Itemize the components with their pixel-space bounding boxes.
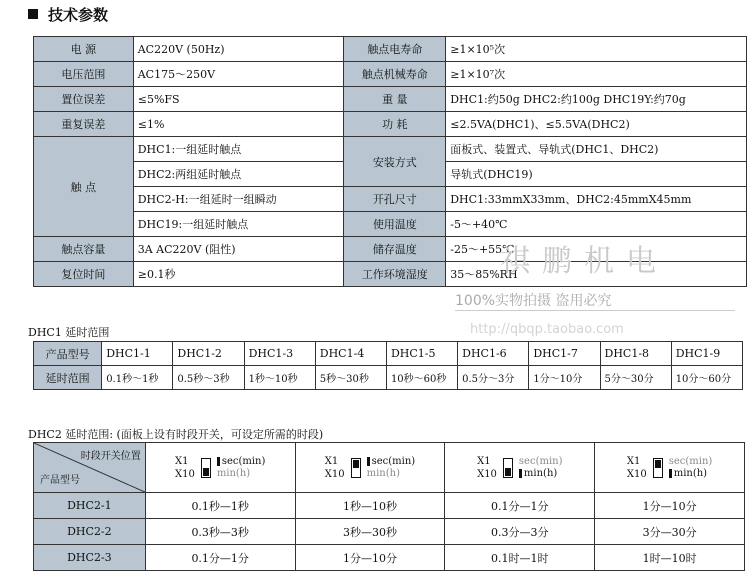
dhc1-model: DHC1-8 (600, 342, 671, 366)
watermark-brand: 祺鹏机电 (500, 244, 668, 279)
spec-value: ≥1×10⁷次 (446, 62, 747, 87)
temp-value: -5～+40℃ (446, 212, 747, 237)
dhc1-range: 5分～30分 (600, 366, 671, 390)
switch-cell (595, 443, 745, 493)
switch-position-label: 时段开关位置 (80, 451, 141, 462)
range-switch-icon (351, 458, 361, 478)
dhc2-range: 3分—30分 (595, 519, 745, 545)
humidity-label: 工作环境湿度 (344, 262, 446, 287)
dhc2-switch-row (34, 443, 745, 493)
contact-label: 触 点 (34, 137, 134, 237)
watermark-notice: 100%实物拍摄 盗用必究 (455, 290, 735, 311)
x1-label: X1 (626, 455, 641, 467)
dhc1-range: 5秒～30秒 (315, 366, 386, 390)
min-label: min(h) (216, 467, 251, 479)
dhc1-model: DHC1-7 (529, 342, 600, 366)
hole-label: 开孔尺寸 (344, 187, 446, 212)
dhc2-row (34, 519, 745, 545)
spec-value: AC175～250V (133, 62, 344, 87)
spec-row (34, 62, 747, 87)
dhc1-range: 0.5秒～3秒 (173, 366, 244, 390)
spec-value: DHC1:约50g DHC2:约100g DHC19Y:约70g (446, 87, 747, 112)
spec-label: 电压范围 (34, 62, 134, 87)
dhc2-model: DHC2-3 (34, 545, 146, 571)
dhc1-caption: DHC1 延时范围 (28, 326, 110, 339)
dhc2-range: 0.1时—1时 (445, 545, 595, 571)
dhc1-model: DHC1-4 (315, 342, 386, 366)
sec-label: sec(min) (371, 455, 416, 467)
dhc1-model: DHC1-2 (173, 342, 244, 366)
square-bullet-icon (28, 9, 38, 19)
spec-value: ≤2.5VA(DHC1)、≤5.5VA(DHC2) (446, 112, 747, 137)
dhc2-row (34, 545, 745, 571)
min-label: min(h) (523, 467, 558, 479)
dhc1-model-label: 产品型号 (34, 342, 102, 366)
dhc2-range: 0.1分—1分 (145, 545, 295, 571)
x10-label: X10 (477, 468, 497, 480)
storage-value: -25～+55℃ (446, 237, 747, 262)
x1-label: X1 (324, 455, 339, 467)
temp-label: 使用温度 (344, 212, 446, 237)
contact-value: DHC19:一组延时触点 (133, 212, 344, 237)
spec-row (34, 37, 747, 62)
capacity-value: 3A AC220V (阻性) (133, 237, 344, 262)
hole-value: DHC1:33mmX33mm、DHC2:45mmX45mm (446, 187, 747, 212)
dhc2-range: 1分—10分 (295, 545, 445, 571)
section-header (28, 4, 108, 24)
min-label: min(h) (673, 467, 708, 479)
dhc2-model: DHC2-2 (34, 519, 146, 545)
spec-label: 功 耗 (344, 112, 446, 137)
dhc2-model: DHC2-1 (34, 493, 146, 519)
switch-cell (145, 443, 295, 493)
dhc2-corner-cell (34, 443, 146, 493)
range-switch-icon (653, 458, 663, 478)
reset-label: 复位时间 (34, 262, 134, 287)
watermark-url: http://qbqp.taobao.com (470, 322, 624, 337)
switch-diagram (300, 455, 441, 481)
spec-value: ≥1×10⁵次 (446, 37, 747, 62)
dhc2-range: 0.3分—3分 (445, 519, 595, 545)
install-value: 面板式、装置式、导轨式(DHC1、DHC2) (446, 137, 747, 162)
dhc1-model: DHC1-6 (458, 342, 529, 366)
dhc1-model: DHC1-5 (386, 342, 457, 366)
dhc2-range: 1分—10分 (595, 493, 745, 519)
dhc1-range: 0.5分～3分 (458, 366, 529, 390)
install-label: 安装方式 (344, 137, 446, 187)
dhc2-row (34, 493, 745, 519)
dhc1-range-label: 延时范围 (34, 366, 102, 390)
spec-row (34, 137, 747, 162)
dhc1-range: 1秒～10秒 (244, 366, 315, 390)
dhc1-range: 10分～60分 (671, 366, 742, 390)
dhc1-model: DHC1-1 (102, 342, 173, 366)
spec-label: 触点电寿命 (344, 37, 446, 62)
storage-label: 储存温度 (344, 237, 446, 262)
sec-label: sec(min) (518, 455, 563, 467)
dhc1-model: DHC1-3 (244, 342, 315, 366)
dhc2-range: 0.3秒—3秒 (145, 519, 295, 545)
spec-value: AC220V (50Hz) (133, 37, 344, 62)
sec-label: sec(min) (668, 455, 713, 467)
x10-label: X10 (324, 468, 345, 480)
range-switch-icon (503, 458, 513, 478)
capacity-label: 触点容量 (34, 237, 134, 262)
x10-label: X10 (174, 468, 195, 480)
humidity-value: 35～85%RH (446, 262, 747, 287)
dhc2-range: 0.1秒—1秒 (145, 493, 295, 519)
spec-label: 触点机械寿命 (344, 62, 446, 87)
dhc1-range: 0.1秒～1秒 (102, 366, 173, 390)
switch-diagram (150, 455, 291, 481)
spec-label: 电 源 (34, 37, 134, 62)
dhc1-model: DHC1-9 (671, 342, 742, 366)
min-label: min(h) (366, 467, 400, 479)
dhc2-range: 3秒—30秒 (295, 519, 445, 545)
range-switch-icon (201, 458, 211, 478)
contact-value: DHC2:两组延时触点 (133, 162, 344, 187)
spec-label: 重 量 (344, 87, 446, 112)
spec-label: 重复误差 (34, 112, 134, 137)
dhc2-range-table (33, 442, 745, 571)
x1-label: X1 (477, 455, 491, 467)
switch-diagram (599, 455, 740, 481)
x1-label: X1 (174, 455, 189, 467)
sec-label: sec(min) (221, 455, 266, 467)
dhc2-range: 0.1分—1分 (445, 493, 595, 519)
contact-value: DHC2-H:一组延时一组瞬动 (133, 187, 344, 212)
switch-cell (295, 443, 445, 493)
contact-value: DHC1:一组延时触点 (133, 137, 344, 162)
install-value: 导轨式(DHC19) (446, 162, 747, 187)
spec-value: ≤1% (133, 112, 344, 137)
dhc2-range: 1时—10时 (595, 545, 745, 571)
dhc1-model-row (34, 342, 743, 366)
dhc2-range: 1秒—10秒 (295, 493, 445, 519)
spec-row (34, 112, 747, 137)
section-title: 技术参数 (48, 5, 109, 24)
product-model-label: 产品型号 (40, 475, 80, 486)
reset-value: ≥0.1秒 (133, 262, 344, 287)
spec-label: 置位误差 (34, 87, 134, 112)
spec-row (34, 87, 747, 112)
switch-diagram (449, 455, 590, 481)
switch-cell (445, 443, 595, 493)
x10-label: X10 (626, 468, 647, 480)
dhc1-range: 1分～10分 (529, 366, 600, 390)
spec-row (34, 187, 747, 212)
spec-value: ≤5%FS (133, 87, 344, 112)
spec-row (34, 212, 747, 237)
dhc2-caption: DHC2 延时范围: (面板上设有时段开关，可设定所需的时段) (28, 428, 324, 441)
dhc1-range-table (33, 341, 743, 390)
dhc1-range: 10秒～60秒 (386, 366, 457, 390)
dhc1-range-row (34, 366, 743, 390)
